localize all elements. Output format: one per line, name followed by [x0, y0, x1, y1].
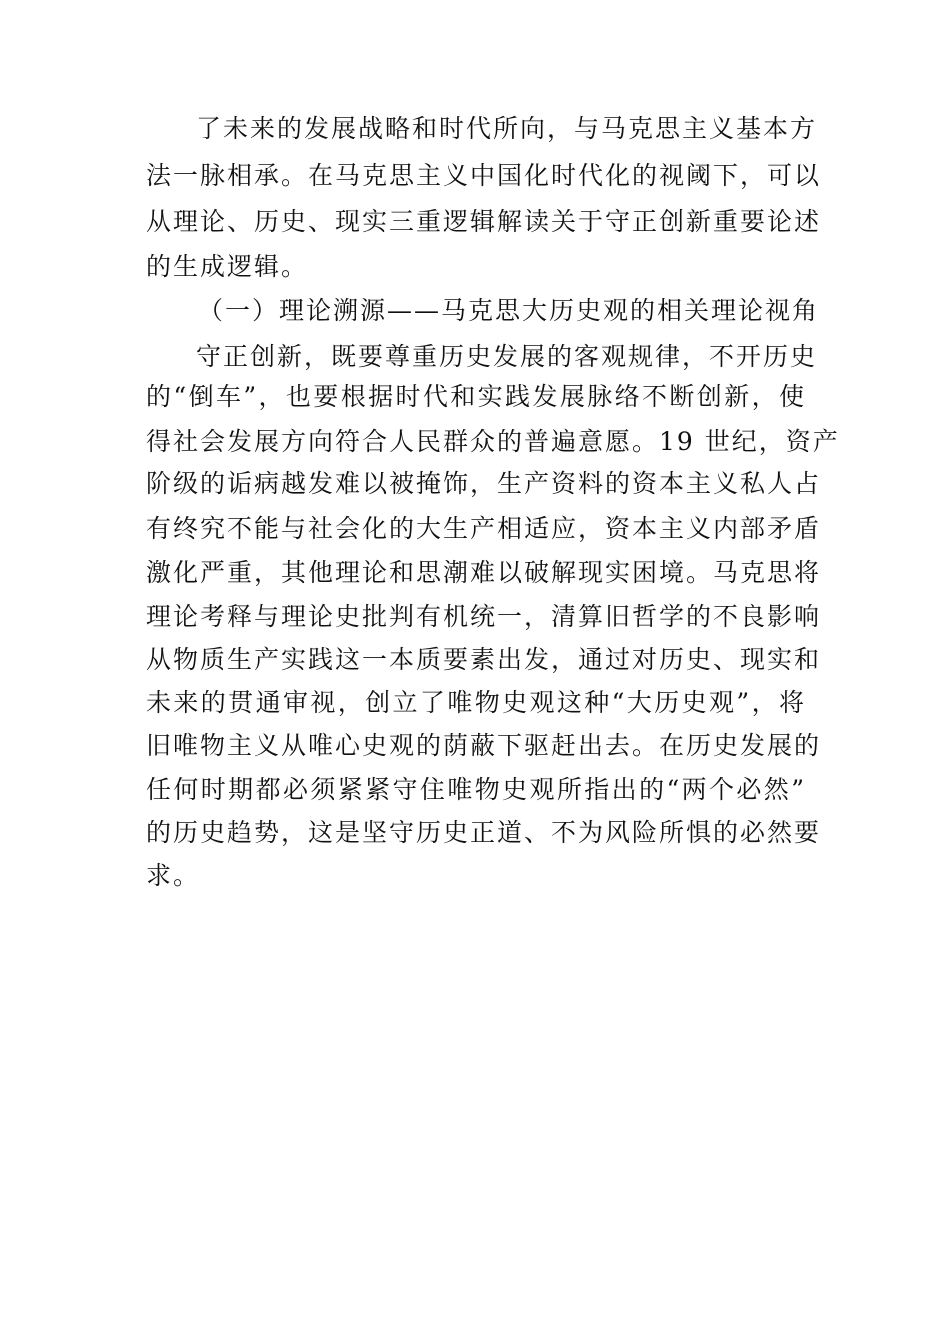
section-heading: （一）理论溯源——马克思大历史观的相关理论视角: [198, 296, 820, 325]
paragraph-line: 未来的贯通审视，创立了唯物史观这种“大历史观”，将: [146, 688, 806, 717]
paragraph-line: 守正创新，既要尊重历史发展的客观规律，不开历史: [196, 342, 818, 371]
paragraph-line: 激化严重，其他理论和思潮难以破解现实困境。马克思将: [146, 558, 822, 587]
paragraph-line: 的历史趋势，这是坚守历史正道、不为风险所惧的必然要: [146, 818, 822, 847]
paragraph-line: 任何时期都必须紧紧守住唯物史观所指出的“两个必然”: [146, 775, 806, 804]
paragraph-line: 的“倒车”，也要根据时代和实践发展脉络不断创新，使: [146, 382, 806, 411]
paragraph-line: 旧唯物主义从唯心史观的荫蔽下驱赶出去。在历史发展的: [146, 731, 822, 760]
paragraph-line: 有终究不能与社会化的大生产相适应，资本主义内部矛盾: [146, 514, 822, 543]
paragraph-line: 从物质生产实践这一本质要素出发，通过对历史、现实和: [146, 645, 822, 674]
paragraph-line: 得社会发展方向符合人民群众的普遍意愿。19 世纪，资产: [146, 427, 840, 456]
paragraph-line: 的生成逻辑。: [146, 252, 309, 281]
paragraph-line: 理论考释与理论史批判有机统一，清算旧哲学的不良影响: [146, 602, 822, 631]
paragraph-line: 阶级的诟病越发难以被掩饰，生产资料的资本主义私人占: [146, 469, 822, 498]
paragraph-line: 法一脉相承。在马克思主义中国化时代化的视阈下，可以: [146, 161, 822, 190]
paragraph-line: 从理论、历史、现实三重逻辑解读关于守正创新重要论述: [146, 207, 822, 236]
paragraph-line: 了未来的发展战略和时代所向，与马克思主义基本方: [196, 114, 818, 143]
paragraph-line: 求。: [146, 861, 201, 890]
